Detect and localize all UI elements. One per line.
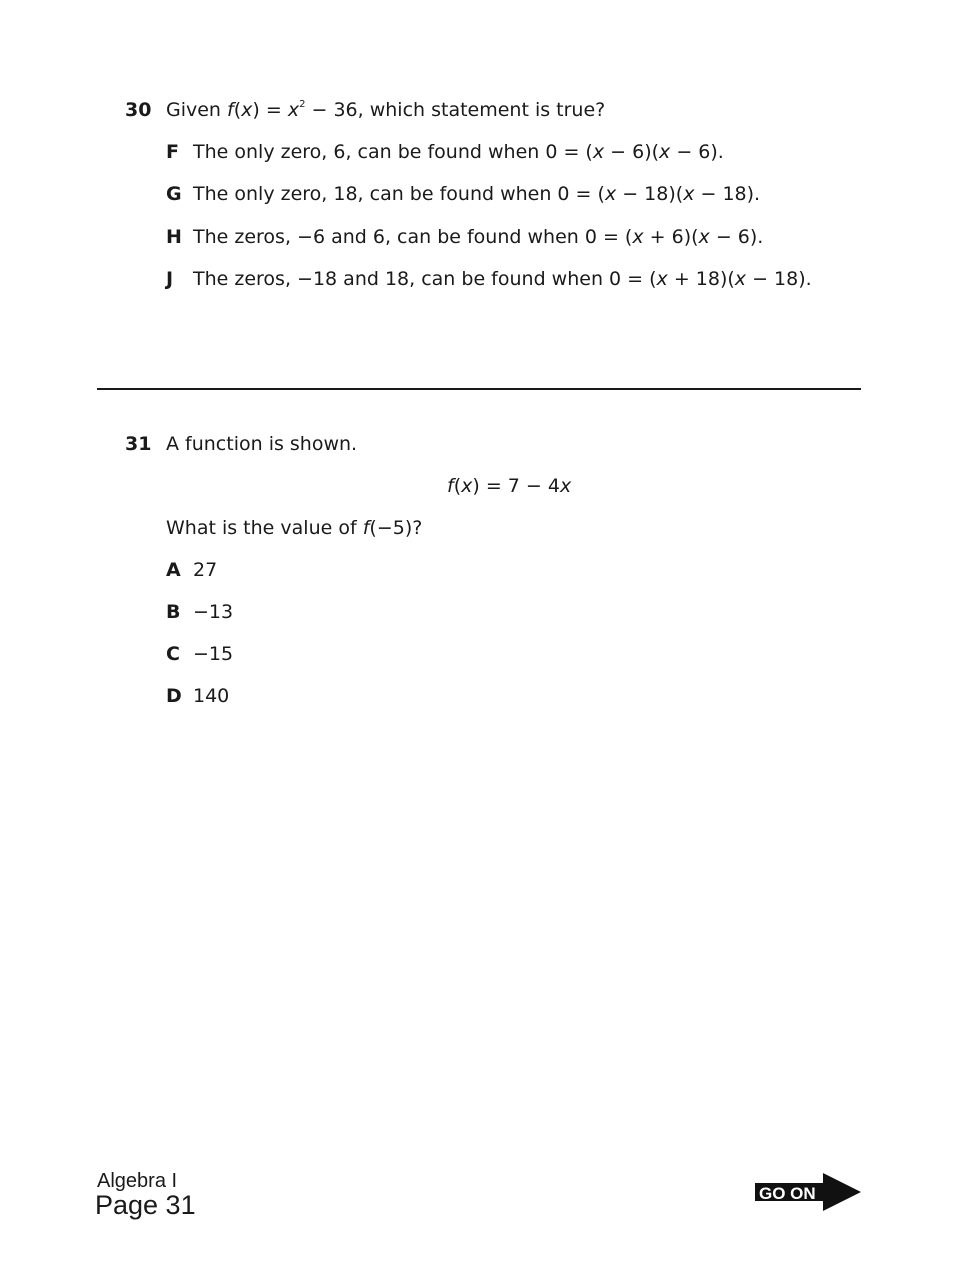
option-text: The only zero, 6, can be found when 0 = (: [193, 141, 593, 163]
answer-option-j[interactable]: [193, 267, 812, 291]
variable: x: [287, 99, 300, 121]
stem-text: ) =: [252, 99, 288, 121]
footer-subject: Algebra I: [97, 1170, 178, 1192]
function-name: f: [447, 475, 454, 497]
answer-option-d[interactable]: 140: [193, 685, 230, 707]
answer-letter: C: [166, 643, 180, 665]
option-text: − 6)(: [604, 141, 660, 163]
variable: x: [241, 99, 253, 121]
question-number: 30: [125, 99, 152, 121]
question-stem: [166, 98, 605, 122]
section-divider: [97, 388, 861, 390]
question-prompt: [166, 516, 422, 540]
question-number: 31: [125, 433, 152, 455]
answer-option-f[interactable]: [193, 140, 724, 164]
answer-letter: A: [166, 559, 181, 581]
go-on-label: GO ON: [759, 1184, 816, 1203]
prompt-text: (−5)?: [369, 517, 423, 539]
option-text: The only zero, 18, can be found when 0 = (: [193, 183, 605, 205]
option-text: The zeros, −6 and 6, can be found when 0 = (: [193, 226, 633, 248]
variable: x: [683, 183, 695, 205]
question-stem: A function is shown.: [166, 433, 358, 455]
function-name: f: [227, 99, 234, 121]
answer-option-g[interactable]: [193, 182, 760, 206]
page-number: Page 31: [95, 1190, 196, 1220]
option-text: The zeros, −18 and 18, can be found when 0 = (: [193, 268, 657, 290]
variable: x: [734, 268, 747, 290]
variable: x: [659, 141, 671, 163]
variable: x: [559, 475, 572, 497]
stem-text: (: [233, 99, 242, 121]
answer-letter: B: [166, 601, 181, 623]
go-on-arrow-icon: [755, 1173, 863, 1211]
variable: x: [461, 475, 473, 497]
stem-text: Given: [166, 99, 228, 121]
variable: x: [656, 268, 668, 290]
function-equation: [447, 474, 571, 498]
exponent: 2: [299, 99, 306, 110]
equation-text: (: [453, 475, 462, 497]
answer-letter: F: [166, 141, 179, 163]
answer-option-a[interactable]: 27: [193, 559, 218, 581]
option-text: − 6).: [670, 141, 724, 163]
prompt-text: What is the value of: [166, 517, 363, 539]
answer-letter: D: [166, 685, 182, 707]
answer-option-c[interactable]: −15: [193, 643, 234, 665]
variable: x: [592, 141, 605, 163]
equation-text: ) = 7 − 4: [472, 475, 560, 497]
option-text: − 18).: [746, 268, 812, 290]
option-text: − 18).: [694, 183, 761, 205]
variable: x: [604, 183, 617, 205]
variable: x: [632, 226, 644, 248]
answer-option-b[interactable]: −13: [193, 601, 234, 623]
function-name: f: [362, 517, 370, 539]
option-text: + 6)(: [643, 226, 699, 248]
stem-text: − 36, which statement is true?: [305, 99, 606, 121]
answer-letter: H: [166, 226, 182, 248]
answer-letter: G: [166, 183, 182, 205]
option-text: − 6).: [709, 226, 764, 248]
go-on-button[interactable]: [755, 1173, 863, 1211]
option-text: − 18)(: [616, 183, 684, 205]
answer-letter: J: [166, 268, 174, 290]
variable: x: [698, 226, 710, 248]
answer-option-h[interactable]: [193, 225, 763, 249]
option-text: + 18)(: [667, 268, 735, 290]
